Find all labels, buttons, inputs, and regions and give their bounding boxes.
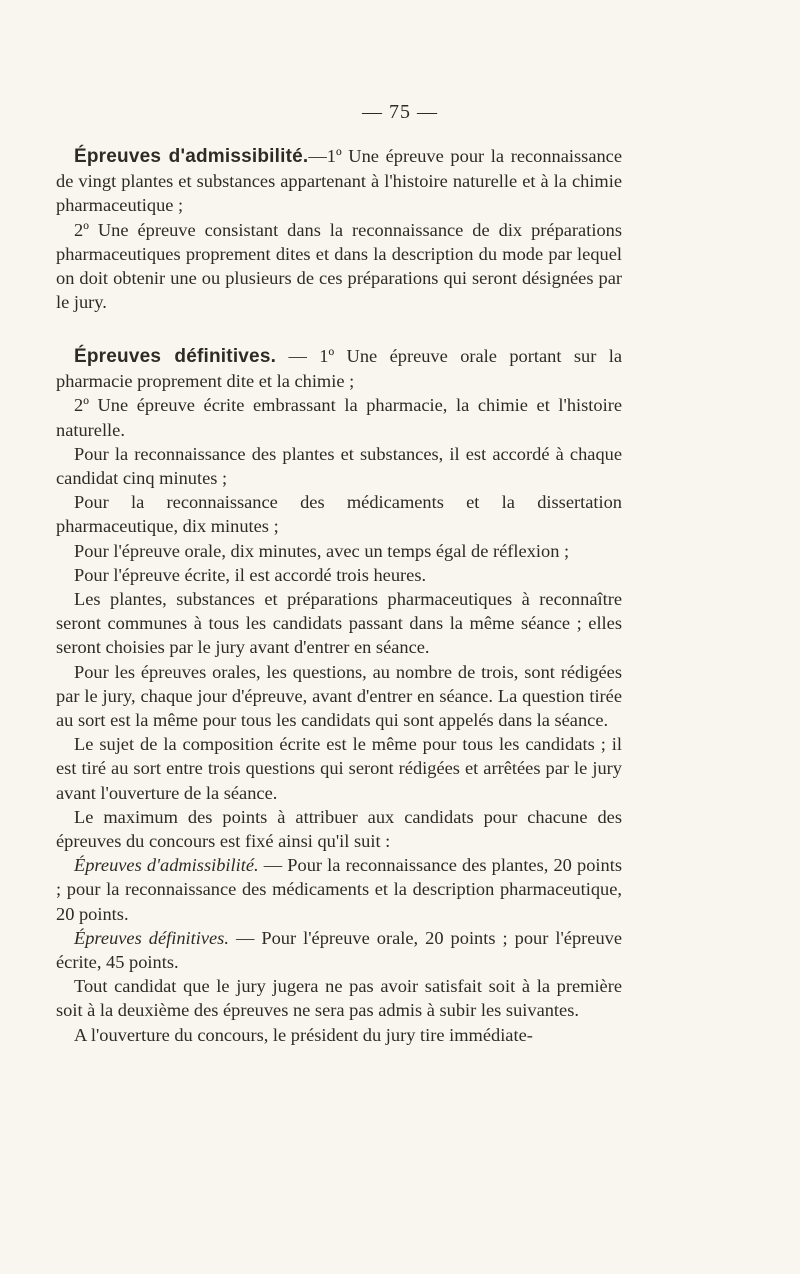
- paragraph: Tout candidat que le jury jugera ne pas avoir satisfait soit à la première soit à la deuxième des épreuves ne sera pas admis à subir les suivantes.: [56, 976, 622, 1021]
- points-admissibilite-text: — Pour la reconnaissance des plantes, 20 points ; pour la reconnaissance des médicaments et la description pharmaceutique, 20 points.: [56, 855, 622, 924]
- definitives-intro-text: — 1º Une épreuve orale portant sur la pharmacie proprement dite et la chimie ;: [56, 346, 622, 392]
- admissibilite-item-2: 2º Une épreuve consistant dans la reconnaissance de dix préparations pharmaceutiques proprement dites et dans la description du mode par lequel on doit obtenir une ou plusieurs de ces préparations qui seront désignées par le jury.: [56, 219, 622, 313]
- points-definitives-text: — Pour l'épreuve orale, 20 points ; pour l'épreuve écrite, 45 points.: [56, 927, 623, 973]
- paragraph: A l'ouverture du concours, le président du jury tire immédiate-: [74, 1024, 533, 1045]
- points-definitives-label: Épreuves définitives.: [74, 927, 229, 948]
- points-admissibilite-label: Épreuves d'admissibilité.: [74, 855, 259, 876]
- paragraph: Pour les épreuves orales, les questions, au nombre de trois, sont rédigées par le jury, chaque jour d'épreuve, avant d'entrer en séance. La question tirée au sort est la même pour tous les candidats qui sont appelés dans la séance.: [56, 661, 622, 731]
- paragraph: Le sujet de la composition écrite est le même pour tous les candidats ; il est tiré au sort entre trois questions qui seront rédigées et arrêtées par le jury avant l'ouverture de la séance.: [56, 734, 622, 803]
- section-admissibilite: [56, 144, 622, 314]
- definitives-heading: Épreuves définitives.: [74, 346, 277, 367]
- admissibilite-intro-text: —1º Une épreuve pour la reconnaissance de vingt plantes et substances appartenant à l'histoire naturelle et à la chimie pharmaceutique ;: [56, 146, 622, 216]
- definitives-intro-paragraph: [56, 344, 622, 393]
- points-definitives-paragraph: [56, 926, 622, 974]
- paragraph: Le maximum des points à attribuer aux candidats pour chacune des épreuves du concours est fixé ainsi qu'il suit :: [56, 806, 622, 852]
- paragraph: Pour l'épreuve écrite, il est accordé trois heures.: [74, 564, 427, 585]
- section-definitives: [56, 344, 622, 1047]
- page-number: — 75 —: [362, 101, 438, 123]
- admissibilite-heading: Épreuves d'admissibilité.: [74, 146, 309, 167]
- admissibilite-intro-paragraph: [56, 144, 622, 218]
- paragraph: Pour la reconnaissance des plantes et substances, il est accordé à chaque candidat cinq minutes ;: [56, 443, 622, 489]
- paragraph: 2º Une épreuve écrite embrassant la pharmacie, la chimie et l'histoire naturelle.: [56, 395, 622, 440]
- paragraph: Pour la reconnaissance des médicaments et la dissertation pharmaceutique, dix minutes ;: [56, 492, 622, 537]
- paragraph: Les plantes, substances et préparations pharmaceutiques à reconnaître seront communes à tous les candidats passant dans la même séance ; elles seront choisies par le jury avant d'entrer en séance.: [56, 589, 622, 658]
- points-admissibilite-paragraph: [56, 853, 622, 926]
- paragraph: Pour l'épreuve orale, dix minutes, avec un temps égal de réflexion ;: [74, 540, 570, 561]
